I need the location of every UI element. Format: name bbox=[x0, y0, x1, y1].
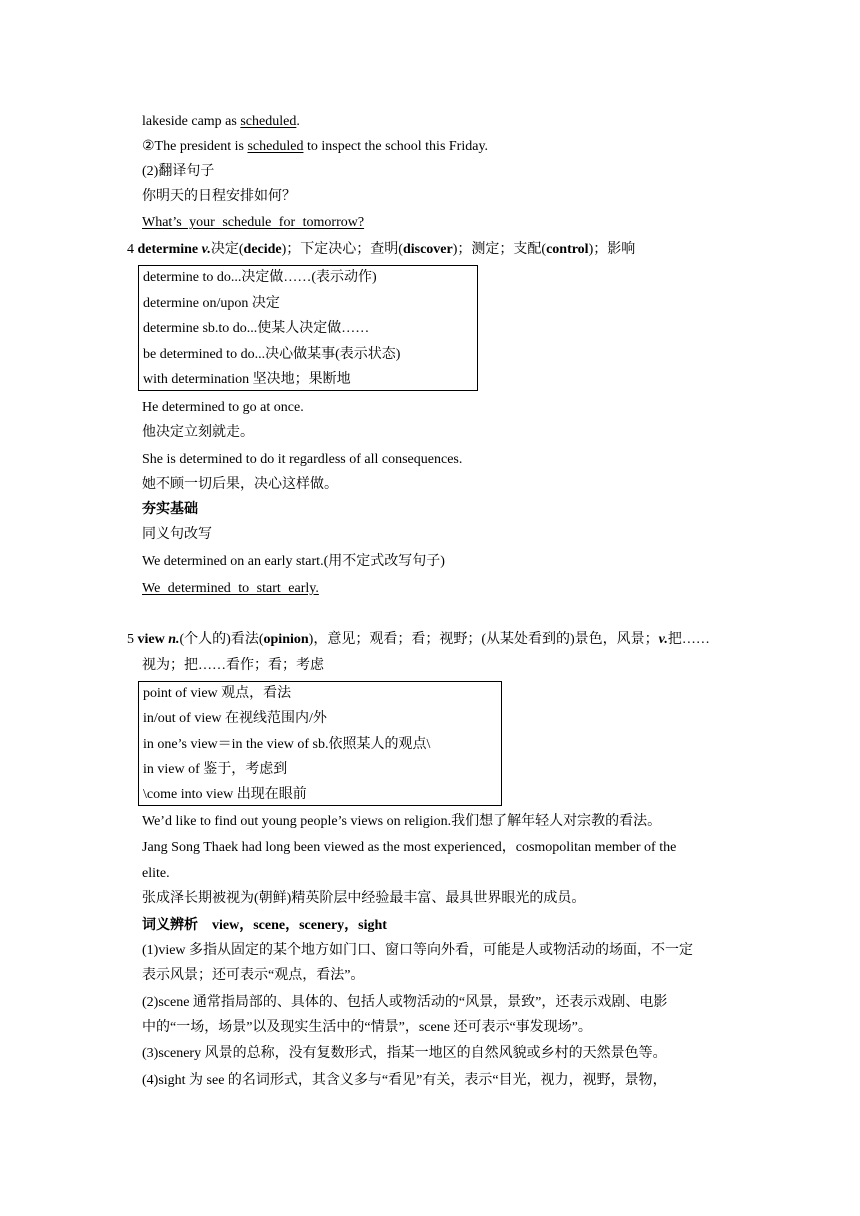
definition: 决定( bbox=[210, 242, 244, 257]
phrase-box bbox=[138, 265, 478, 391]
part-of-speech: v. bbox=[198, 242, 211, 257]
text-line: (2)翻译句子 bbox=[142, 164, 215, 179]
answer-line: We determined to start early. bbox=[142, 581, 319, 596]
example-en: She is determined to do it regardless of all consequences. bbox=[142, 452, 463, 467]
text-line: 你明天的日程安排如何？ bbox=[142, 189, 296, 204]
example: We’d like to find out young people’s views on religion.我们想了解年轻人对宗教的看法。 bbox=[142, 814, 662, 829]
phrase: determine on/upon 决定 bbox=[143, 296, 280, 311]
underlined-word: scheduled bbox=[240, 114, 297, 129]
phrase-box bbox=[138, 681, 502, 806]
part-of-speech: v. bbox=[658, 632, 668, 647]
example: elite. bbox=[142, 866, 170, 881]
definition: 把…… bbox=[667, 632, 710, 647]
text: ②The president is bbox=[142, 139, 248, 154]
entry-heading bbox=[127, 630, 710, 650]
keyword: discover bbox=[402, 242, 453, 257]
paragraph-line: 中的“一场，场景”以及现实生活中的“情景”，scene 还可表示“事发现场”。 bbox=[142, 1020, 592, 1035]
task-label: 同义句改写 bbox=[142, 527, 212, 542]
example-zh: 他决定立刻就走。 bbox=[142, 425, 254, 440]
definition: )；影响 bbox=[588, 242, 636, 257]
phrase: with determination 坚决地；果断地 bbox=[143, 372, 351, 387]
phrase: in/out of view 在视线范围内/外 bbox=[143, 711, 327, 726]
phrase: determine sb.to do...使某人决定做…… bbox=[143, 321, 370, 336]
phrase: determine to do...决定做……(表示动作) bbox=[143, 270, 377, 285]
headword: determine bbox=[137, 242, 199, 257]
keyword: decide bbox=[243, 242, 282, 257]
entry-number: 5 bbox=[127, 632, 138, 647]
definition: )，意见；观看；看；视野；(从某处看到的)景色，风景； bbox=[308, 632, 659, 647]
phrase: point of view 观点，看法 bbox=[143, 686, 292, 701]
definition-cont: 视为；把……看作；看；考虑 bbox=[142, 658, 324, 673]
question: We determined on an early start.(用不定式改写句子) bbox=[142, 554, 445, 569]
section-heading: 夯实基础 bbox=[142, 502, 198, 517]
phrase: be determined to do...决心做某事(表示状态) bbox=[143, 347, 401, 362]
headword: view bbox=[137, 632, 165, 647]
entry-heading bbox=[127, 240, 635, 260]
definition: )；测定；支配( bbox=[452, 242, 547, 257]
paragraph-line: (1)view 多指从固定的某个地方如门口、窗口等向外看，可能是人或物活动的场面，不一定 bbox=[142, 943, 694, 958]
keyword: control bbox=[546, 242, 589, 257]
answer-line: What’s your schedule for tomorrow? bbox=[142, 215, 365, 230]
paragraph-line: 表示风景；还可表示“观点，看法”。 bbox=[142, 968, 365, 983]
text: lakeside camp as bbox=[142, 114, 241, 129]
entry-number: 4 bbox=[127, 242, 138, 257]
section-heading: 词义辨析 view，scene，scenery，sight bbox=[142, 918, 387, 933]
underlined-word: scheduled bbox=[247, 139, 304, 154]
part-of-speech: n. bbox=[164, 632, 180, 647]
text: to inspect the school this Friday. bbox=[303, 139, 489, 154]
paragraph-line: (3)scenery 风景的总称，没有复数形式，指某一地区的自然风貌或乡村的天然景色等。 bbox=[142, 1046, 667, 1061]
text-line bbox=[142, 137, 488, 157]
definition: )；下定决心；查明( bbox=[281, 242, 403, 257]
text-line bbox=[142, 112, 300, 132]
definition: (个人的)看法( bbox=[179, 632, 264, 647]
keyword: opinion bbox=[263, 632, 309, 647]
phrase: \come into view 出现在眼前 bbox=[143, 787, 307, 802]
example-zh: 张成泽长期被视为(朝鲜)精英阶层中经验最丰富、最具世界眼光的成员。 bbox=[142, 891, 586, 906]
paragraph-line: (4)sight 为 see 的名词形式，其含义多与“看见”有关，表示“目光，视力，视野，景物， bbox=[142, 1073, 667, 1088]
paragraph-line: (2)scene 通常指局部的、具体的、包括人或物活动的“风景，景致”，还表示戏剧、电影 bbox=[142, 995, 668, 1010]
phrase: in view of 鉴于，考虑到 bbox=[143, 762, 288, 777]
text: . bbox=[296, 114, 300, 129]
example: Jang Song Thaek had long been viewed as the most experienced，cosmopolitan member of the bbox=[142, 840, 677, 855]
phrase: in one’s view＝in the view of sb.依照某人的观点\ bbox=[143, 737, 431, 752]
example-en: He determined to go at once. bbox=[142, 400, 304, 415]
example-zh: 她不顾一切后果，决心这样做。 bbox=[142, 477, 338, 492]
